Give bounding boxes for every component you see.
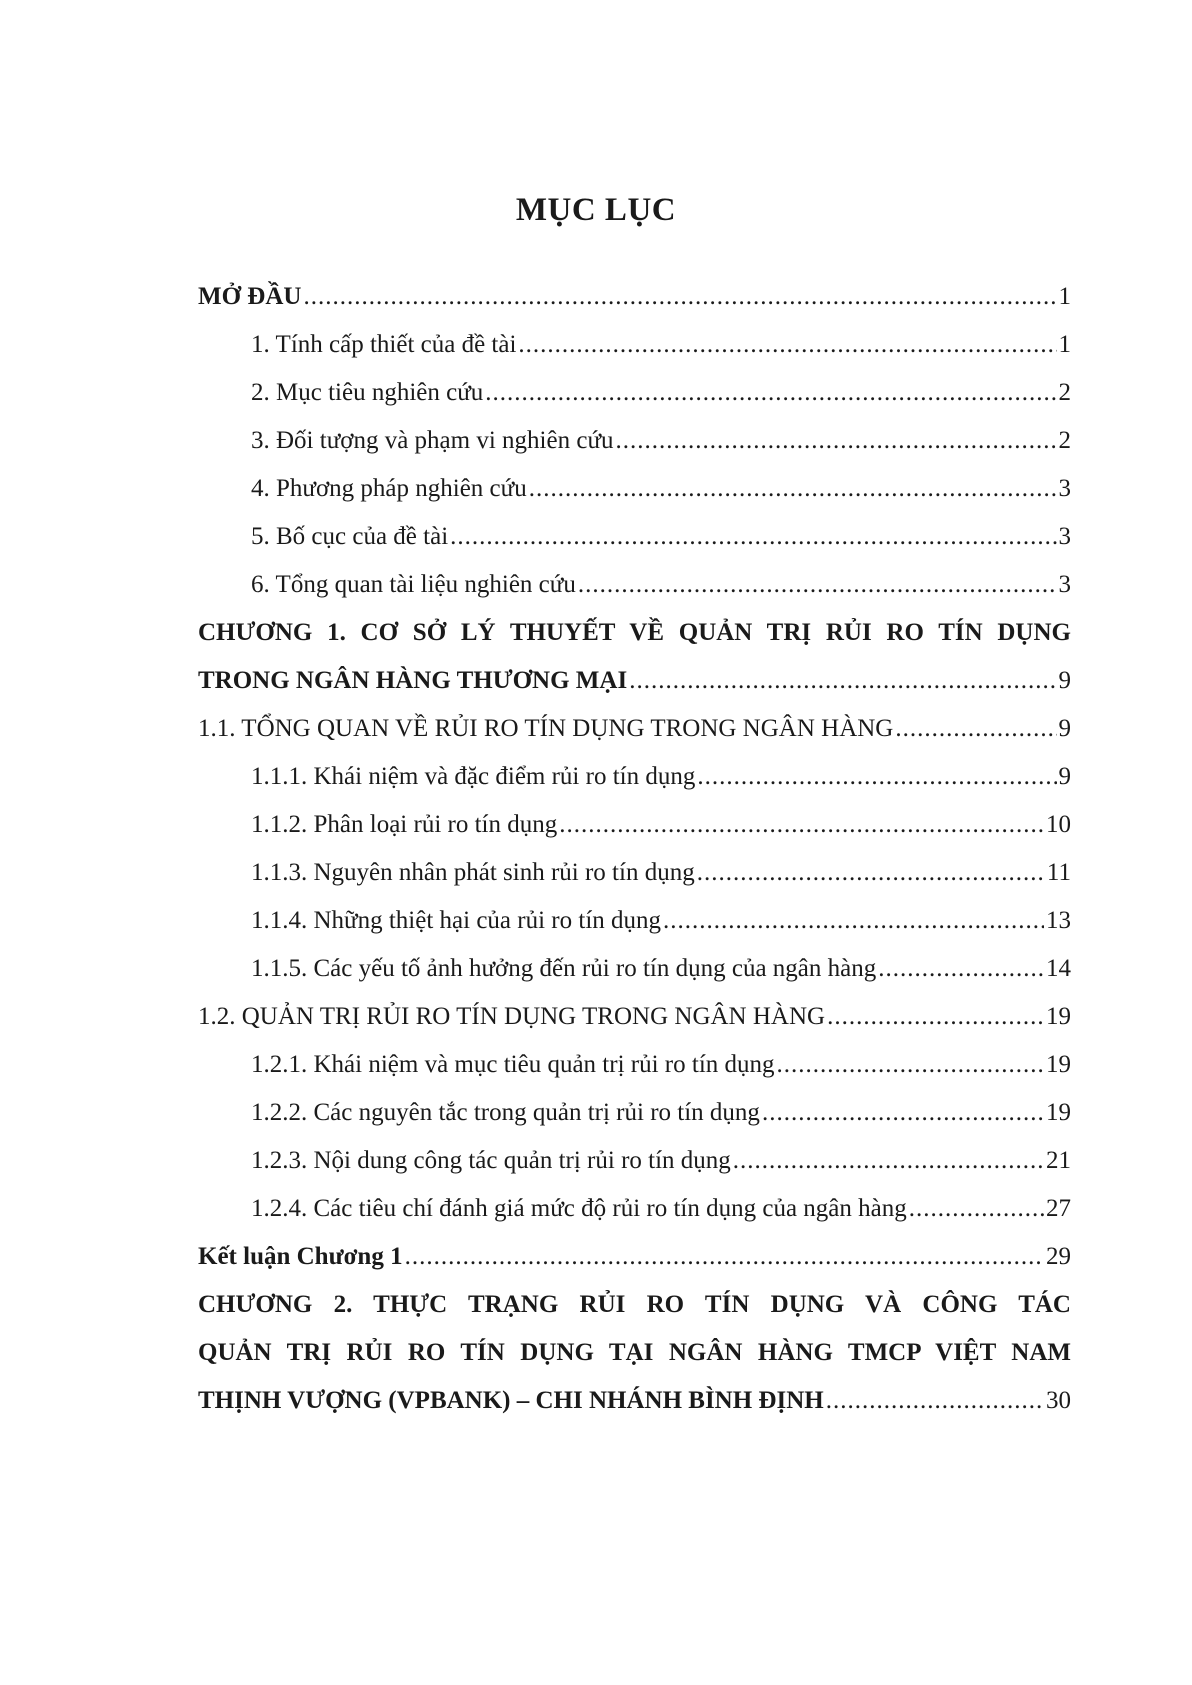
dot-leader [485, 369, 1056, 417]
toc-entry-label: 1.2.1. Khái niệm và mục tiêu quản trị rủi ro tín dụng [251, 1051, 775, 1078]
toc-entry [198, 369, 1071, 417]
toc-entry [198, 801, 1071, 849]
toc-entry-label: 1.1. TỔNG QUAN VỀ RỦI RO TÍN DỤNG TRONG NGÂN HÀNG [198, 715, 894, 742]
dot-leader [826, 1377, 1044, 1425]
dot-leader [697, 753, 1056, 801]
toc-entry-label: CHƯƠNG 1. CƠ SỞ LÝ THUYẾT VỀ QUẢN TRỊ RỦI RO TÍN DỤNG [198, 619, 1071, 646]
toc-entry-page: 3 [1058, 571, 1071, 598]
toc-entry [198, 1377, 1071, 1425]
toc-entry-label: 1.2.3. Nội dung công tác quản trị rủi ro tín dụng [251, 1147, 731, 1174]
toc-entry [198, 897, 1071, 945]
toc-entry-page: 19 [1046, 1003, 1071, 1030]
dot-leader [518, 321, 1056, 369]
toc-entry-label: CHƯƠNG 2. THỰC TRẠNG RỦI RO TÍN DỤNG VÀ CÔNG TÁC [198, 1291, 1071, 1318]
toc-entry-label: 1.1.1. Khái niệm và đặc điểm rủi ro tín dụng [251, 763, 696, 790]
toc-entry-label: 4. Phương pháp nghiên cứu [251, 475, 527, 502]
toc-entry [198, 1041, 1071, 1089]
toc-entry-page: 9 [1058, 715, 1071, 742]
toc-entry-label: 1.1.3. Nguyên nhân phát sinh rủi ro tín dụng [251, 859, 695, 886]
dot-leader [697, 849, 1045, 897]
toc-entry-label: 1.1.2. Phân loại rủi ro tín dụng [251, 811, 558, 838]
toc-entry [198, 513, 1071, 561]
dot-leader [303, 273, 1056, 321]
toc-entry [198, 657, 1071, 705]
toc-entry-label: THỊNH VƯỢNG (VPBANK) – CHI NHÁNH BÌNH ĐỊNH [198, 1387, 824, 1414]
toc-entry-page: 10 [1046, 811, 1071, 838]
toc-entry-page: 9 [1058, 763, 1071, 790]
toc-entry-label: TRONG NGÂN HÀNG THƯƠNG MẠI [198, 667, 628, 694]
toc-entry [198, 1089, 1071, 1137]
dot-leader [827, 993, 1044, 1041]
toc-entry-label: QUẢN TRỊ RỦI RO TÍN DỤNG TẠI NGÂN HÀNG TMCP VIỆT NAM [198, 1339, 1071, 1366]
toc-entry [198, 993, 1071, 1041]
dot-leader [529, 465, 1057, 513]
toc-entry [198, 849, 1071, 897]
toc-entry [198, 1137, 1071, 1185]
dot-leader [629, 657, 1056, 705]
toc-entry-page: 2 [1058, 427, 1071, 454]
toc-entry-label: 1.2.4. Các tiêu chí đánh giá mức độ rủi ro tín dụng của ngân hàng [251, 1195, 907, 1222]
toc-entry [198, 753, 1071, 801]
toc-entry-label: 1.2.2. Các nguyên tắc trong quản trị rủi ro tín dụng [251, 1099, 760, 1126]
toc-entry-label: 1.2. QUẢN TRỊ RỦI RO TÍN DỤNG TRONG NGÂN HÀNG [198, 1003, 826, 1030]
toc-title: MỤC LỤC [515, 192, 677, 228]
toc-entry [198, 417, 1071, 465]
toc-entry [198, 1233, 1071, 1281]
toc-entry-page: 19 [1046, 1051, 1071, 1078]
toc-entry [198, 705, 1071, 753]
toc-entry-page: 9 [1058, 667, 1071, 694]
dot-leader [450, 513, 1056, 561]
toc-entry-label: 6. Tổng quan tài liệu nghiên cứu [251, 571, 576, 598]
toc-entry [198, 273, 1071, 321]
toc-entry-page: 21 [1046, 1147, 1071, 1174]
dot-leader [762, 1089, 1044, 1137]
toc-entry-label: 1.1.5. Các yếu tố ảnh hưởng đến rủi ro tín dụng của ngân hàng [251, 955, 877, 982]
dot-leader [578, 561, 1057, 609]
toc-entry [198, 609, 1071, 657]
toc-entry-label: 3. Đối tượng và phạm vi nghiên cứu [251, 427, 614, 454]
toc-entry [198, 465, 1071, 513]
toc-entry-page: 3 [1058, 523, 1071, 550]
toc-entry-page: 19 [1046, 1099, 1071, 1126]
toc-list [198, 273, 1071, 1425]
dot-leader [895, 705, 1056, 753]
toc-entry-label: 1. Tính cấp thiết của đề tài [251, 331, 517, 358]
dot-leader [405, 1233, 1044, 1281]
toc-entry-page: 13 [1046, 907, 1071, 934]
toc-entry [198, 1185, 1071, 1233]
toc-entry-label: 1.1.4. Những thiệt hại của rủi ro tín dụng [251, 907, 662, 934]
toc-entry-page: 11 [1046, 859, 1071, 886]
toc-entry-page: 2 [1058, 379, 1071, 406]
toc-entry-page: 3 [1058, 475, 1071, 502]
dot-leader [733, 1137, 1044, 1185]
toc-entry-label: Kết luận Chương 1 [198, 1243, 403, 1270]
toc-entry-page: 29 [1046, 1243, 1071, 1270]
dot-leader [663, 897, 1044, 945]
toc-entry-page: 14 [1046, 955, 1071, 982]
dot-leader [878, 945, 1044, 993]
toc-entry-label: 2. Mục tiêu nghiên cứu [251, 379, 484, 406]
dot-leader [909, 1185, 1044, 1233]
toc-entry-label: 5. Bố cục của đề tài [251, 523, 449, 550]
toc-entry [198, 321, 1071, 369]
toc-entry-page: 30 [1046, 1387, 1071, 1414]
dot-leader [777, 1041, 1044, 1089]
dot-leader [616, 417, 1057, 465]
toc-entry-page: 1 [1058, 331, 1071, 358]
dot-leader [559, 801, 1044, 849]
toc-entry [198, 945, 1071, 993]
toc-entry-page: 27 [1046, 1195, 1071, 1222]
toc-entry-page: 1 [1058, 283, 1071, 310]
toc-entry-label: MỞ ĐẦU [198, 283, 302, 310]
toc-entry [198, 1281, 1071, 1329]
toc-entry [198, 1329, 1071, 1377]
toc-entry [198, 561, 1071, 609]
